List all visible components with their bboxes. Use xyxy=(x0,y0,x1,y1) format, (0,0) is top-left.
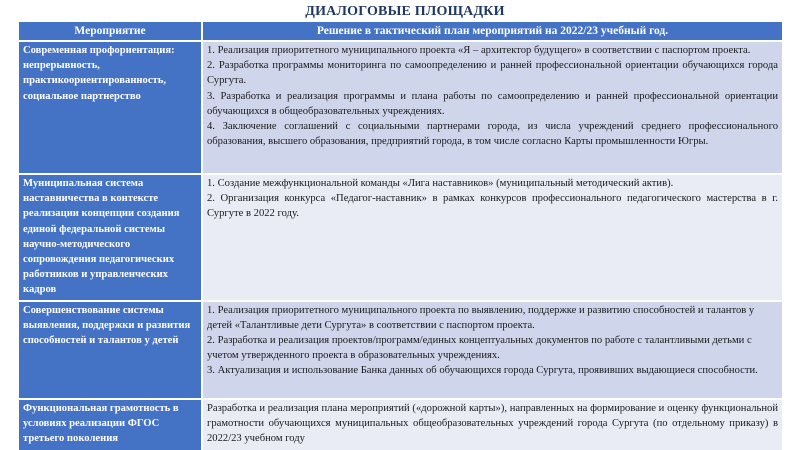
table-header-row xyxy=(18,22,783,41)
action-plan-table xyxy=(17,22,784,450)
topic-cell: Муниципальная система наставничества в контексте реализации концепции создания единой федеральной системы научно-методического сопровождения педагогических работников и управленческих кадров xyxy=(18,174,202,301)
decision-item: 2. Организация конкурса «Педагог-наставник» в рамках конкурсов профессионального педагогического мастерства в г. Сургуте в 2022 году. xyxy=(207,193,778,220)
decision-item: 2. Разработка программы мониторинга по самоопределению и ранней профессиональной ориентации обучающихся города Сургута. xyxy=(207,60,778,87)
decision-item: 3. Разработка и реализация программы и плана работы по самоопределению и ранней профессиональной ориентации обучающихся в общеобразовательных учреждениях. xyxy=(207,90,778,117)
topic-cell: Функциональная грамотность в условиях реализации ФГОС третьего поколения xyxy=(18,399,202,450)
page-title: ДИАЛОГОВЫЕ ПЛОЩАДКИ xyxy=(305,4,505,19)
decision-item: 1. Реализация приоритетного муниципального проекта «Я – архитектор будущего» в соответствии с паспортом проекта. xyxy=(207,45,751,56)
decision-cell xyxy=(202,399,783,450)
decision-item: 1. Создание межфункциональной команды «Лига наставников» (муниципальный методический актив). xyxy=(207,178,674,189)
decision-cell xyxy=(202,301,783,399)
decision-cell xyxy=(202,41,783,174)
table-row xyxy=(18,41,783,174)
decision-item: 4. Заключение соглашений с социальными партнерами города, из числа учреждений среднего профессионального образования, высшего образования, предприятий города, в том числе согласно Карты промышленности Югры. xyxy=(207,121,778,148)
decision-item: 2. Разработка и реализация проектов/программ/единых концептуальных документов по работе с талантливыми детьми с учетом утвержденного проекта в образовательных учреждениях. xyxy=(207,335,752,362)
decision-item: 3. Актуализация и использование Банка данных об обучающихся города Сургута, проявивших выдающиеся способности. xyxy=(207,365,758,377)
decision-cell xyxy=(202,174,783,301)
table-row xyxy=(18,301,783,399)
topic-cell: Современная профориентация: непрерывность, практикоориентированность, социальное партнерство xyxy=(18,41,202,174)
decision-item: Разработка и реализация плана мероприятий («дорожной карты»), направленных на формирование и оценку функциональной грамотности обучающихся муниципальных общеобразовательных учреждений города Сургута (по отдельному приказу) в 2022/23 учебном году xyxy=(207,402,778,445)
column-header-decision: Решение в тактический план мероприятий на 2022/23 учебный год. xyxy=(202,22,783,41)
decision-item: 1. Реализация приоритетного муниципального проекта по выявлению, поддержке и развитию способностей и талантов у детей «Талантливые дети Сургута» в соответствии с паспортом проекта. xyxy=(207,304,755,331)
table-row xyxy=(18,174,783,301)
table-row xyxy=(18,399,783,450)
topic-cell: Совершенствование системы выявления, поддержки и развития способностей и талантов у детей xyxy=(18,301,202,399)
column-header-event: Мероприятие xyxy=(18,22,202,41)
